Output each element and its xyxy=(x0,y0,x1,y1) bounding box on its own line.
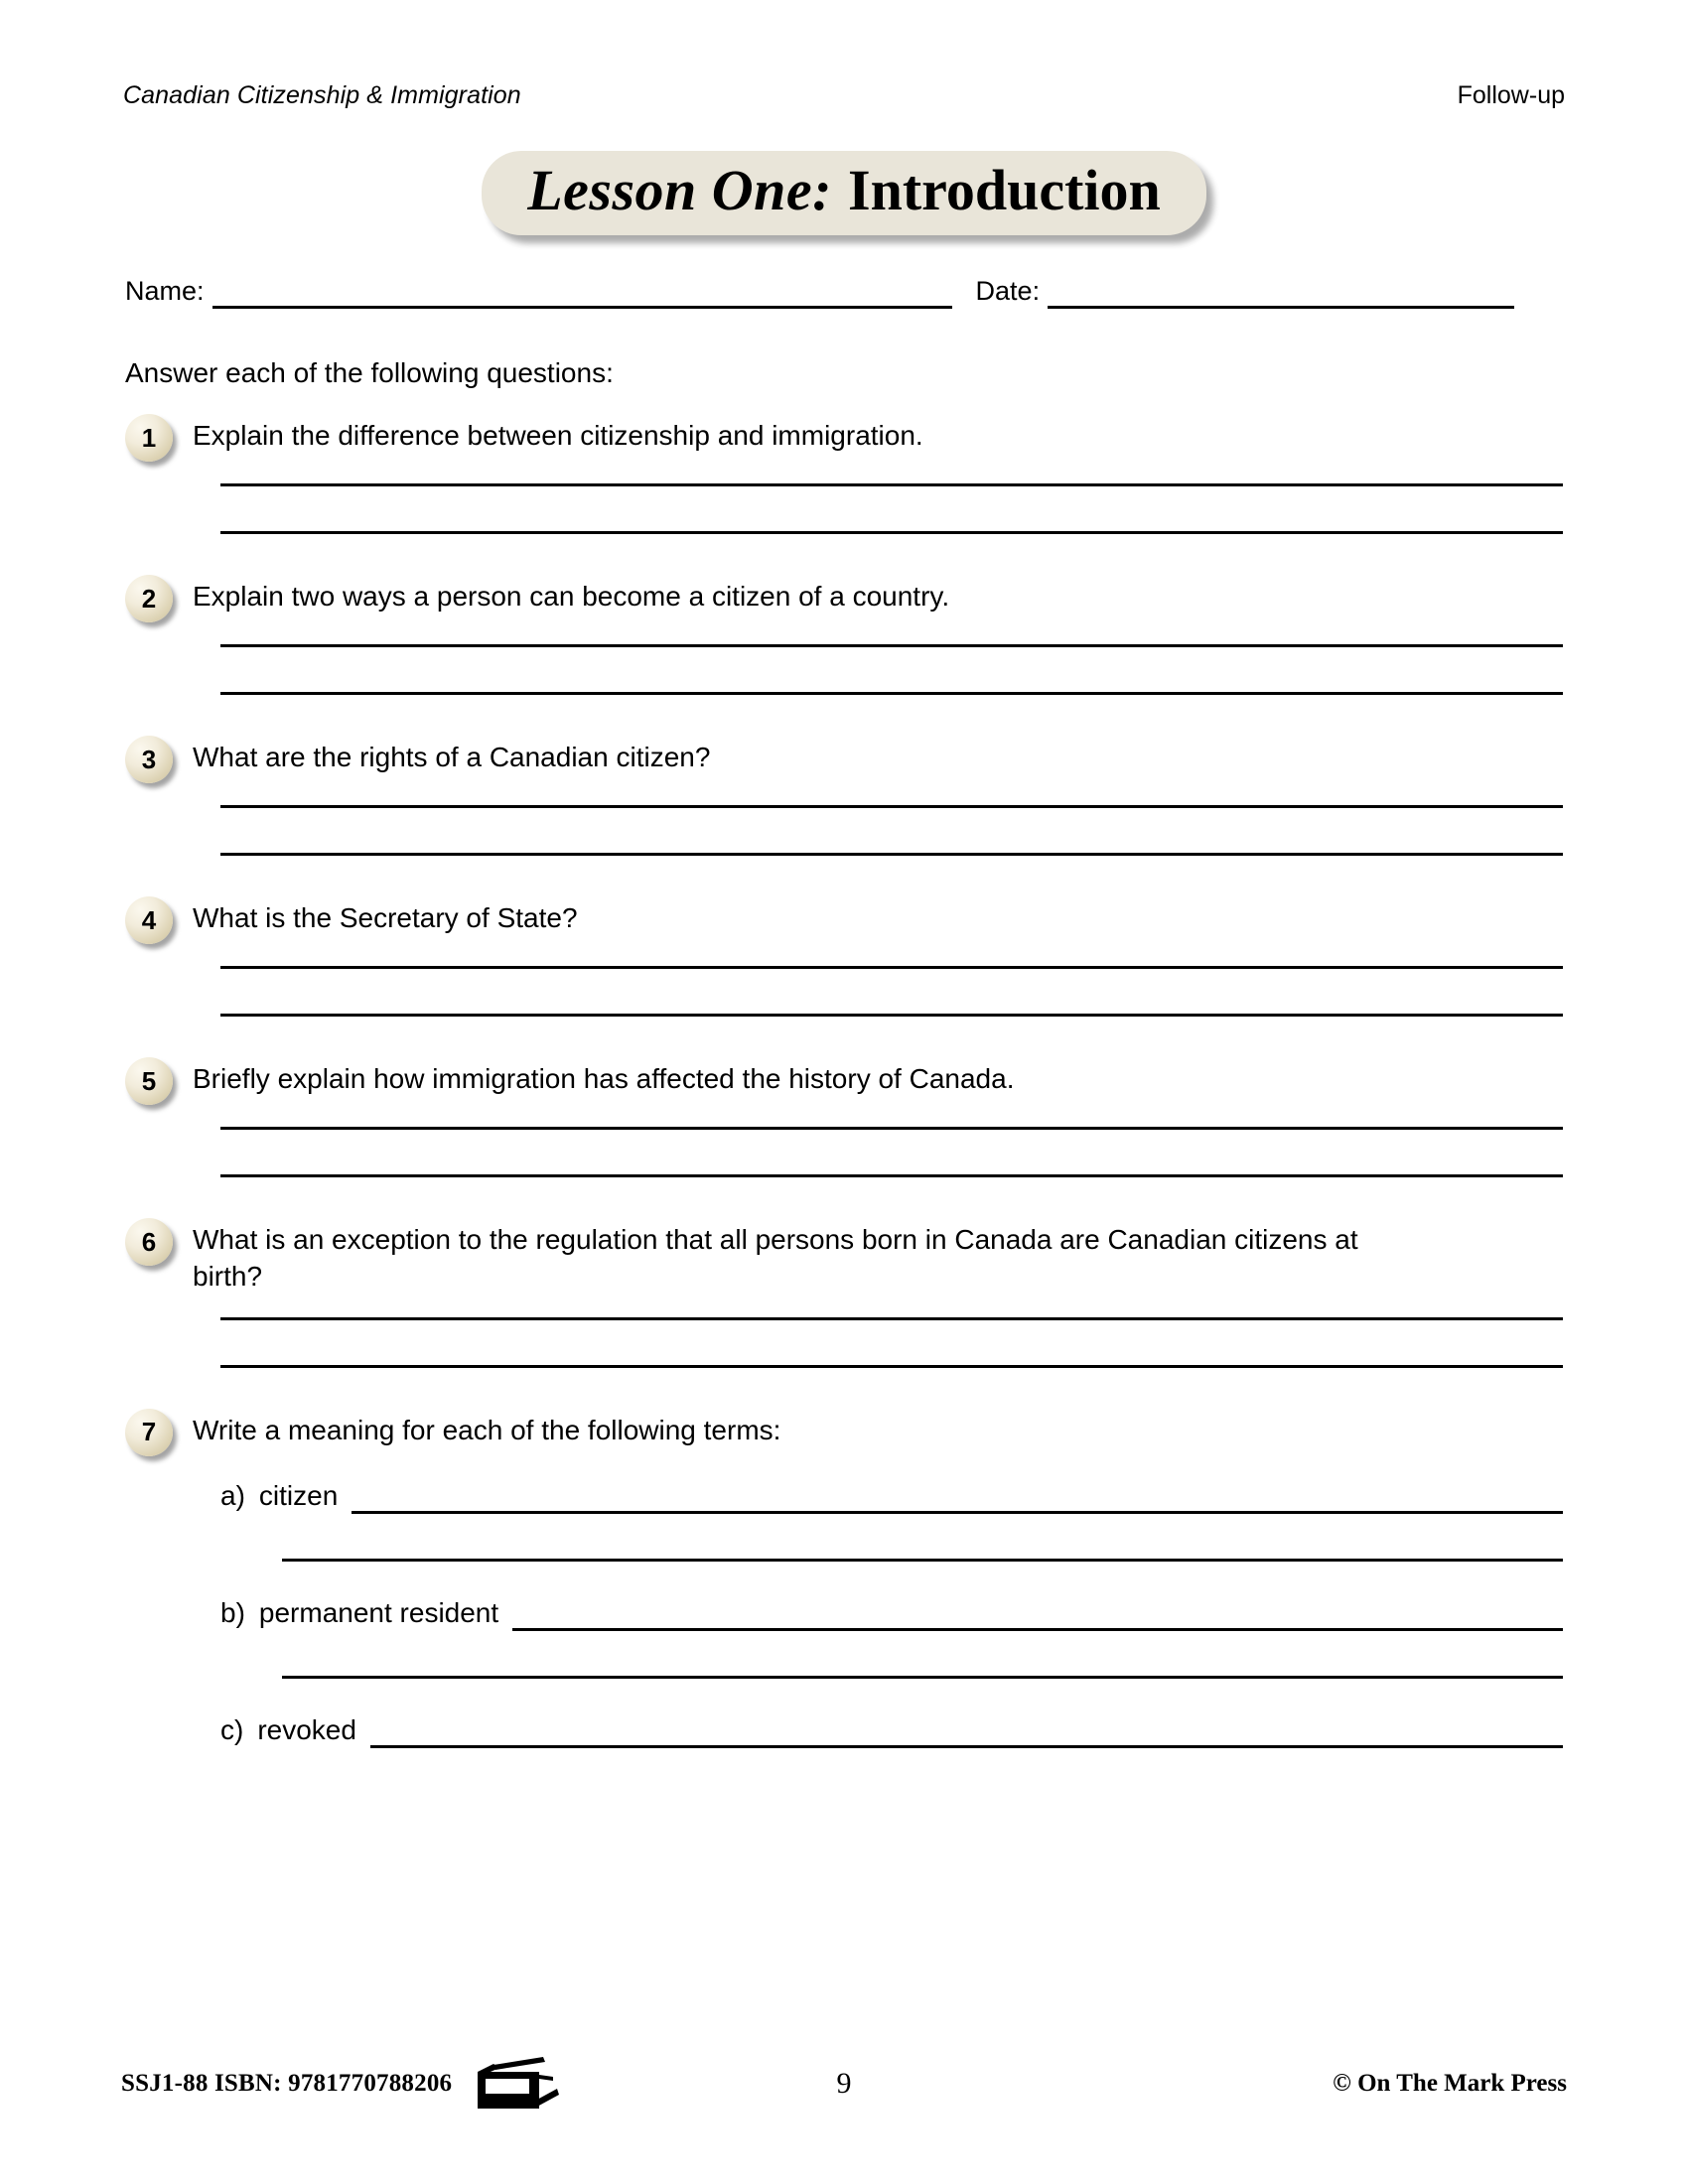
answer-line[interactable] xyxy=(220,853,1563,856)
term-item xyxy=(220,1713,1563,1748)
header-section: Follow-up xyxy=(1457,81,1565,109)
page-number: 9 xyxy=(836,2067,852,2100)
term-answer-line-continued[interactable] xyxy=(282,1676,1563,1679)
question-number-badge: 1 xyxy=(125,414,173,462)
questions-list xyxy=(125,413,1563,1748)
term-row xyxy=(220,1479,1563,1514)
question-item xyxy=(125,1217,1563,1368)
answer-lines xyxy=(220,966,1563,1017)
question-item xyxy=(125,895,1563,1017)
term-label: revoked xyxy=(257,1713,356,1745)
term-item xyxy=(220,1479,1563,1562)
press-logo-icon xyxy=(474,2055,559,2113)
question-item xyxy=(125,1408,1563,1748)
answer-line[interactable] xyxy=(220,483,1563,486)
answer-lines xyxy=(220,805,1563,856)
answer-lines xyxy=(220,1317,1563,1368)
question-item xyxy=(125,1056,1563,1177)
term-row xyxy=(220,1596,1563,1631)
term-letter: b) xyxy=(220,1596,245,1628)
instruction-text: Answer each of the following questions: xyxy=(125,357,614,388)
question-item xyxy=(125,735,1563,856)
answer-line[interactable] xyxy=(220,1365,1563,1368)
question-row xyxy=(125,895,1563,944)
question-number-badge: 5 xyxy=(125,1057,173,1105)
question-text: What are the rights of a Canadian citizen? xyxy=(193,742,711,772)
term-row xyxy=(220,1713,1563,1748)
question-row xyxy=(125,574,1563,622)
term-answer-line[interactable] xyxy=(370,1745,1563,1748)
question-row xyxy=(125,1056,1563,1105)
title-topic: Introduction xyxy=(848,158,1161,222)
answer-line[interactable] xyxy=(220,692,1563,695)
term-definitions-list xyxy=(220,1479,1563,1748)
answer-line[interactable] xyxy=(220,531,1563,534)
name-input-line[interactable] xyxy=(212,306,952,309)
question-number-badge: 2 xyxy=(125,575,173,622)
answer-line[interactable] xyxy=(220,1174,1563,1177)
footer-isbn-code: SSJ1-88 ISBN: 9781770788206 xyxy=(121,2070,453,2097)
term-letter: c) xyxy=(220,1713,244,1745)
question-number-badge: 4 xyxy=(125,896,173,944)
answer-line[interactable] xyxy=(220,966,1563,969)
question-number-badge: 6 xyxy=(125,1218,173,1266)
question-item xyxy=(125,574,1563,695)
question-text: What is an exception to the regulation that all persons born in Canada are Canadian citizens at birth? xyxy=(193,1224,1358,1292)
question-row xyxy=(125,1408,1563,1456)
title-lesson: Lesson One: xyxy=(527,158,832,222)
question-row xyxy=(125,413,1563,462)
term-answer-line[interactable] xyxy=(352,1511,1563,1514)
question-number-badge: 3 xyxy=(125,736,173,783)
answer-lines xyxy=(220,644,1563,695)
question-text: What is the Secretary of State? xyxy=(193,902,578,933)
title-banner-wrap xyxy=(0,151,1688,235)
name-label: Name: xyxy=(125,276,205,306)
question-text: Explain two ways a person can become a citizen of a country. xyxy=(193,581,950,612)
page-footer xyxy=(121,2055,1567,2113)
question-text: Write a meaning for each of the following terms: xyxy=(193,1414,781,1445)
question-text: Briefly explain how immigration has affected the history of Canada. xyxy=(193,1063,1015,1094)
question-item xyxy=(125,413,1563,534)
date-label: Date: xyxy=(975,276,1041,306)
term-letter: a) xyxy=(220,1479,245,1511)
answer-lines xyxy=(220,483,1563,534)
header-subject: Canadian Citizenship & Immigration xyxy=(123,81,521,109)
answer-line[interactable] xyxy=(220,1317,1563,1320)
term-item xyxy=(220,1596,1563,1679)
term-answer-line[interactable] xyxy=(512,1628,1563,1631)
footer-copyright: © On The Mark Press xyxy=(1333,2070,1567,2097)
answer-line[interactable] xyxy=(220,1127,1563,1130)
title-banner xyxy=(482,151,1206,235)
question-number-badge: 7 xyxy=(125,1409,173,1456)
answer-line[interactable] xyxy=(220,1014,1563,1017)
date-input-line[interactable] xyxy=(1048,306,1514,309)
term-label: citizen xyxy=(258,1479,339,1511)
term-label: permanent resident xyxy=(258,1596,499,1628)
answer-line[interactable] xyxy=(220,644,1563,647)
question-row xyxy=(125,735,1563,783)
question-row xyxy=(125,1217,1563,1296)
term-answer-line-continued[interactable] xyxy=(282,1559,1563,1562)
answer-line[interactable] xyxy=(220,805,1563,808)
running-header xyxy=(123,81,1565,110)
footer-left-group xyxy=(121,2055,559,2113)
question-text: Explain the difference between citizenship and immigration. xyxy=(193,420,923,451)
name-date-row xyxy=(125,278,1563,309)
answer-lines xyxy=(220,1127,1563,1177)
